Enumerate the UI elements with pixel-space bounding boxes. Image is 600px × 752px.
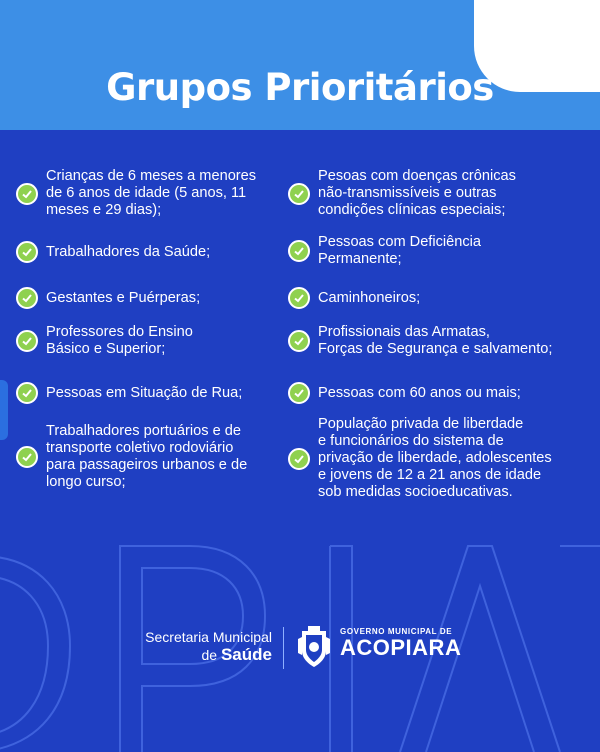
check-icon: [288, 183, 310, 205]
left-accent-shape: [0, 380, 8, 440]
list-item-text: Pessoas com Deficiência Permanente;: [318, 234, 482, 267]
crest-icon: [296, 625, 332, 669]
list-item-left-2: [16, 241, 210, 263]
acopiara-logo: [340, 627, 461, 660]
footer-divider: [283, 627, 284, 669]
list-item-right-6: [288, 416, 552, 501]
check-icon: [288, 382, 310, 404]
list-item-text: Professores do Ensino Básico e Superior;: [46, 324, 193, 357]
list-item-right-2: [288, 234, 481, 268]
check-icon: [16, 287, 38, 309]
list-item-left-3: [16, 287, 200, 309]
list-item-text: Pessoas com 60 anos ou mais;: [318, 384, 521, 401]
check-icon: [16, 330, 38, 352]
check-icon: [288, 240, 310, 262]
list-item-right-1: [288, 168, 516, 219]
list-item-text: Trabalhadores da Saúde;: [46, 243, 211, 260]
list-item-text: Profissionais das Armatas, Forças de Segurança e salvamento;: [318, 324, 553, 357]
saude-word: Saúde: [220, 645, 272, 664]
list-item-right-3: [288, 287, 420, 309]
page-title: Grupos Prioritários: [106, 66, 494, 109]
secretaria-saude-logo: [145, 629, 272, 664]
list-item-text: Pesoas com doenças crônicas não-transmissíveis e outras condições clínicas especiais;: [318, 168, 516, 218]
check-icon: [16, 382, 38, 404]
list-item-text: Caminhoneiros;: [318, 289, 421, 306]
check-icon: [288, 287, 310, 309]
list-item-right-5: [288, 382, 521, 404]
list-item-text: Trabalhadores portuários e de transporte coletivo rodoviário para passageiros urbanos e de longo curso;: [46, 423, 248, 490]
check-icon: [16, 446, 38, 468]
list-item-text: Pessoas em Situação de Rua;: [46, 384, 243, 401]
list-item-left-4: [16, 324, 193, 358]
list-item-text: Crianças de 6 meses a menores de 6 anos de idade (5 anos, 11 meses e 29 dias);: [46, 168, 257, 218]
list-item-left-1: [16, 168, 256, 219]
list-item-text: População privada de liberdade e funcionários do sistema de privação de liberdade, adolescentes e jovens de 12 a 21 anos de idade sob medidas socioeducativas.: [318, 416, 552, 500]
secretaria-line1: Secretaria Municipal: [145, 629, 272, 645]
check-icon: [16, 183, 38, 205]
gov-small-text: GOVERNO MUNICIPAL DE: [340, 627, 453, 636]
footer: [0, 623, 600, 673]
list-item-left-5: [16, 382, 242, 404]
secretaria-line2: de Saúde: [201, 645, 272, 664]
check-icon: [288, 330, 310, 352]
list-item-text: Gestantes e Puérperas;: [46, 289, 201, 306]
gov-city-text: ACOPIARA: [340, 635, 462, 660]
list-item-right-4: [288, 324, 552, 358]
check-icon: [288, 448, 310, 470]
list-item-left-6: [16, 423, 247, 491]
check-icon: [16, 241, 38, 263]
